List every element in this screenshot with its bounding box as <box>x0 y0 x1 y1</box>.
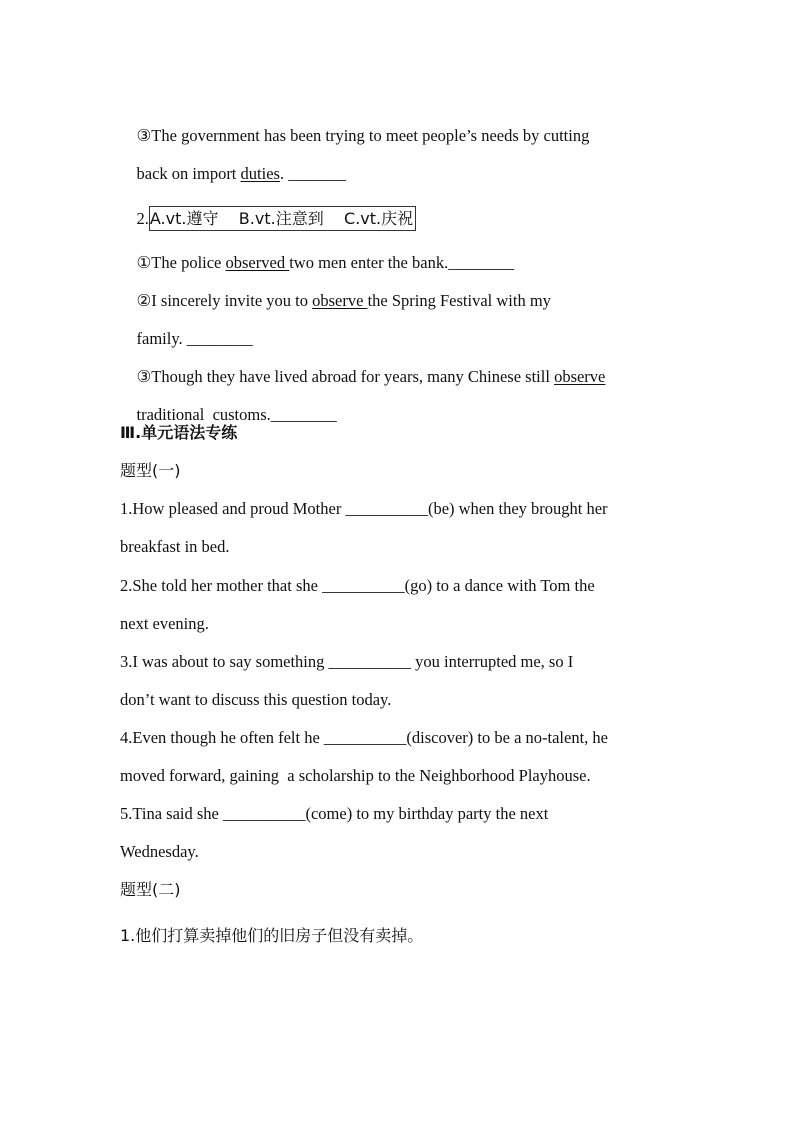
item-number: 2. <box>136 209 149 228</box>
translation-question-1: 1.他们打算卖掉他们的旧房子但没有卖掉。 <box>120 926 424 945</box>
grammar-question-4[interactable]: 4.Even though he often felt he __________(discover) to be a no-talent, he <box>120 728 608 747</box>
underlined-word: observe <box>554 367 606 386</box>
question-type-2: 题型(二) <box>120 880 181 899</box>
grammar-question-2-cont: next evening. <box>120 614 209 633</box>
grammar-question-1[interactable]: 1.How pleased and proud Mother __________(be) when they brought her <box>120 499 608 518</box>
sentence-text: the Spring Festival with my <box>367 291 551 310</box>
grammar-question-2[interactable]: 2.She told her mother that she __________(go) to a dance with Tom the <box>120 576 595 595</box>
sentence-text: ③The government has been trying to meet people’s needs by cutting <box>136 126 590 145</box>
grammar-question-1-cont: breakfast in bed. <box>120 537 230 556</box>
question-type-1: 题型(一) <box>120 461 181 480</box>
section-heading: Ⅲ.单元语法专练 <box>120 423 238 442</box>
grammar-question-3[interactable]: 3.I was about to say something __________ you interrupted me, so I <box>120 652 574 671</box>
answer-blank[interactable]: traditional customs.________ <box>136 405 337 424</box>
sentence-text: ①The police <box>136 253 226 272</box>
underlined-word: observe <box>312 291 368 310</box>
sentence-text: ②I sincerely invite you to <box>136 291 313 310</box>
answer-blank[interactable]: . _______ <box>279 164 346 183</box>
grammar-question-5-cont: Wednesday. <box>120 842 199 861</box>
sentence-text: back on import <box>136 164 241 183</box>
answer-blank[interactable]: family. ________ <box>136 329 253 348</box>
meaning-options-box: A.vt.遵守 B.vt.注意到 C.vt.庆祝 <box>149 206 416 231</box>
grammar-question-5[interactable]: 5.Tina said she __________(come) to my birthday party the next <box>120 804 549 823</box>
grammar-question-3-cont: don’t want to discuss this question today. <box>120 690 392 709</box>
answer-blank[interactable]: two men enter the bank.________ <box>289 253 515 272</box>
underlined-word: duties <box>240 164 280 183</box>
grammar-question-4-cont: moved forward, gaining a scholarship to the Neighborhood Playhouse. <box>120 766 591 785</box>
sentence-text: ③Though they have lived abroad for years, many Chinese still <box>136 367 555 386</box>
underlined-word: observed <box>225 253 290 272</box>
